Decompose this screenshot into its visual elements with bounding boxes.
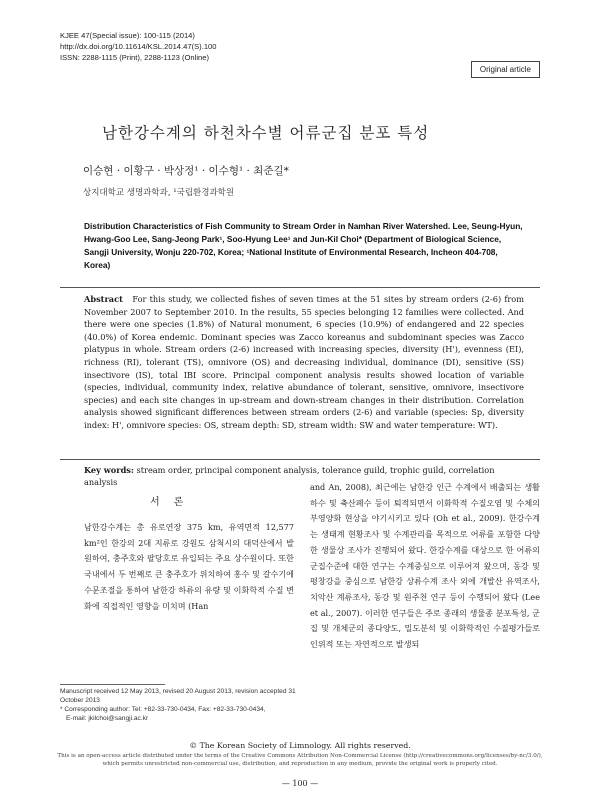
title-english: Distribution Characteristics of Fish Community to Stream Order in Namhan River Watershed. Lee, Seung-Hyun, Hwang-Goo Lee, Sang-Jeong Park¹, Soo-Hyung Lee¹ and Jun-Kil Choi* (Department of Biological Science, Sangji University, Wonju 220-702, Korea; ¹National Institute of Environmental Research, Incheon 404-708, Korea) bbox=[84, 221, 523, 270]
article-type-badge: Original article bbox=[471, 61, 540, 78]
footnote-received: Manuscript received 12 May 2013, revised 20 August 2013, revision accepted 31 October 2013 bbox=[60, 688, 296, 704]
section-heading-intro: 서론 bbox=[150, 497, 198, 508]
journal-citation: KJEE 47(Special issue): 100-115 (2014) bbox=[60, 31, 195, 40]
journal-header bbox=[60, 30, 217, 63]
body-column-right: and An, 2008), 최근에는 남한강 인근 수계에서 배출되는 생활하수 및 축산폐수 등이 퇴적되면서 이화학적 수질오염 및 수체의 부영양화 현상을 야기시키고 있다 (Oh et al., 2009). 한강수계는 생태계 현황조사 및 수계관리를 목적으로 어류를 포함한 다양한 생물상 조사가 진행되어 왔다. 한강수계를 대상으로 한 어류의 군집수준에 대한 연구는 수계중심으로 이루어져 왔으며, 동강 및 평창강을 중심으로 남한강 상류수계 조사 외에 개발산 유역조사, 치악산 계류조사, 동강 및 원주천 연구 등이 수행되어 왔다 (Lee et al., 2007). 이러한 연구들은 주로 종래의 생물종 분포특성, 군집 및 개체군의 종다양도, 밀도분석 및 이화학적인 수질평가들로 인위적 또는 자연적으로 발생되 bbox=[310, 482, 540, 650]
copyright-notice: © The Korean Society of Limnology. All rights reserved. bbox=[189, 741, 411, 750]
title-korean: 남한강수계의 하천차수별 어류군집 분포 특성 bbox=[102, 124, 430, 142]
abstract-top-rule bbox=[60, 287, 540, 288]
abstract-bottom-rule bbox=[60, 459, 540, 460]
keywords-text: stream order, principal component analysis, tolerance guild, trophic guild, correlation analysis bbox=[84, 465, 495, 487]
affiliation-korean: 상지대학교 생명과학과, ¹국립환경과학원 bbox=[83, 188, 235, 198]
issn-line: ISSN: 2288-1115 (Print), 2288-1123 (Online) bbox=[60, 53, 210, 62]
license-notice: This is an open-access article distributed under the terms of the Creative Commons Attribution Non-Commercial License (http://creativecommons.org/licenses/by-nc/3.0/), which permits unrestricted non-commercial use, distribution, and reproduction in any medium, provide the original work is properly cited. bbox=[57, 753, 543, 767]
page-number: — 100 — bbox=[281, 779, 319, 788]
doi-link[interactable]: http://dx.doi.org/10.11614/KSL.2014.47(S).100 bbox=[60, 42, 217, 51]
footnote-corresponding: * Corresponding author: Tel: +82-33-730-0434, Fax: +82-33-730-0434, bbox=[60, 706, 266, 713]
footnote-rule bbox=[60, 684, 165, 685]
body-column-left: 남한강수계는 총 유로연장 375 km, 유역면적 12,577 km²인 한강의 2대 지류로 강원도 삼척시의 대덕산에서 발원하여, 충주호와 팔당호로 유입되는 주요 상수원이다. 또한 국내에서 두 번째로 큰 충주호가 위치하여 홍수 및 갈수기에 수문조절을 통하여 남한강 하류의 유량 및 이화학적 수질 변화에 직접적인 영향을 미치며 (Han bbox=[84, 522, 294, 611]
abstract-label: Abstract bbox=[84, 294, 123, 304]
abstract-block bbox=[84, 293, 524, 432]
keywords-label: Key words: bbox=[84, 465, 134, 475]
abstract-text: For this study, we collected fishes of seven times at the 51 sites by stream orders (2-6) from November 2007 to September 2010. In the results, 55 species belonging 12 families were collected. And there were one species (1.8%) of Natural monument, 6 species (10.9%) of endangered and 22 species (40.0%) of Korea endemic. Dominant species was Zacco koreanus and subdominant species was Zacco platypus in whole. Stream orders (2-6) increased with increasing species, diversity (H'), evenness (EI), richness (RI), tolerant (TS), omnivore (OS) and decreasing individual, dominance (DI), sensitive (SS) insectivore (IS), total IBI score. Principal component analysis results showed location of variable (species, individual, community index, relative abundance of tolerant, sensitive, omnivore, insectivore species) and each site changes in up-stream and down-stream changes in their distribution. Correlation analysis showed significant differences between stream orders (2-6) and variable (species: Sp, diversity index: H', omnivore species: OS, stream depth: SD, stream width: SW and water temperature: WT). bbox=[84, 294, 525, 430]
footnote-block bbox=[60, 687, 300, 723]
footnote-email[interactable]: E-mail: jkilchoi@sangji.ac.kr bbox=[66, 715, 149, 722]
authors-korean: 이승현 · 이황구 · 박상정¹ · 이수형¹ · 최준길* bbox=[83, 165, 289, 177]
